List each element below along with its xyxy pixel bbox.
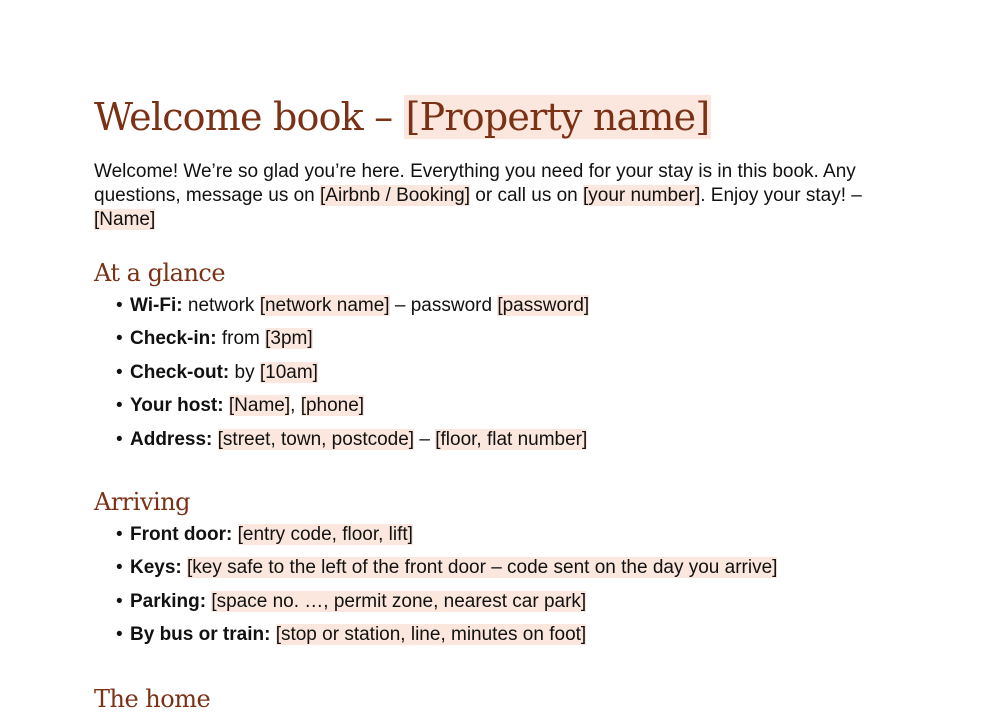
transit-placeholder: [stop or station, line, minutes on foot] — [275, 624, 587, 646]
document-body — [94, 92, 914, 715]
item-text — [232, 524, 237, 545]
list-item-front-door — [116, 524, 914, 557]
list-item-bus-train — [116, 624, 914, 657]
check-out-time-placeholder: [10am] — [259, 361, 318, 383]
flat-placeholder: [floor, flat number] — [435, 428, 588, 450]
item-label: Front door: — [130, 523, 233, 545]
street-placeholder: [street, town, postcode] — [217, 428, 415, 450]
intro-paragraph — [94, 160, 914, 232]
item-text: – password — [389, 295, 498, 316]
at-a-glance-list — [94, 295, 914, 462]
platform-placeholder: [Airbnb / Booking] — [320, 185, 471, 206]
list-item-wifi — [116, 295, 914, 328]
list-item-check-out — [116, 362, 914, 395]
intro-text-2: or call us on — [470, 185, 584, 206]
page-title — [94, 92, 914, 142]
entry-code-placeholder: [entry code, floor, lift] — [237, 523, 413, 545]
list-item-address — [116, 429, 914, 462]
item-text: from — [216, 328, 266, 350]
item-label: Your host: — [130, 395, 224, 417]
arriving-list — [94, 524, 914, 658]
heading-at-a-glance: At a glance — [94, 259, 226, 287]
phone-placeholder: [phone] — [300, 395, 365, 417]
item-label: Check-out: — [130, 361, 230, 383]
item-text — [270, 624, 275, 645]
item-label: Check-in: — [130, 328, 217, 350]
title-prefix: Welcome book – — [94, 95, 404, 139]
heading-the-home: The home — [94, 684, 211, 713]
item-text: by — [229, 361, 260, 383]
list-item-parking — [116, 591, 914, 624]
item-text: network — [182, 295, 260, 316]
item-text — [212, 429, 217, 450]
key-safe-placeholder: [key safe to the left of the front door – code sent on the day you arrive] — [187, 557, 778, 579]
item-label: Wi-Fi: — [130, 295, 183, 316]
heading-arriving: Arriving — [94, 487, 191, 516]
intro-text-3: . Enjoy your stay! – — [700, 185, 862, 206]
host-name-placeholder: [Name] — [228, 395, 291, 417]
check-in-time-placeholder: [3pm] — [265, 328, 313, 350]
number-placeholder: [your number] — [583, 185, 701, 206]
item-label: By bus or train: — [130, 624, 271, 646]
parking-placeholder: [space no. …, permit zone, nearest car park] — [211, 590, 587, 612]
property-name-placeholder: [Property name] — [405, 95, 710, 139]
list-item-host — [116, 395, 914, 428]
name-placeholder: [Name] — [94, 209, 156, 230]
item-text: , — [290, 395, 301, 417]
list-item-check-in — [116, 328, 914, 361]
network-name-placeholder: [network name] — [259, 295, 390, 316]
intro-text-1: Welcome! We’re so glad you’re here. Everything you need for your stay is in this book. Any questions, message us on — [94, 161, 856, 206]
item-text: – — [414, 428, 436, 450]
item-label: Address: — [130, 428, 213, 450]
list-item-keys — [116, 557, 914, 590]
password-placeholder: [password] — [497, 295, 590, 316]
item-label: Keys: — [130, 557, 182, 579]
item-label: Parking: — [130, 590, 207, 612]
